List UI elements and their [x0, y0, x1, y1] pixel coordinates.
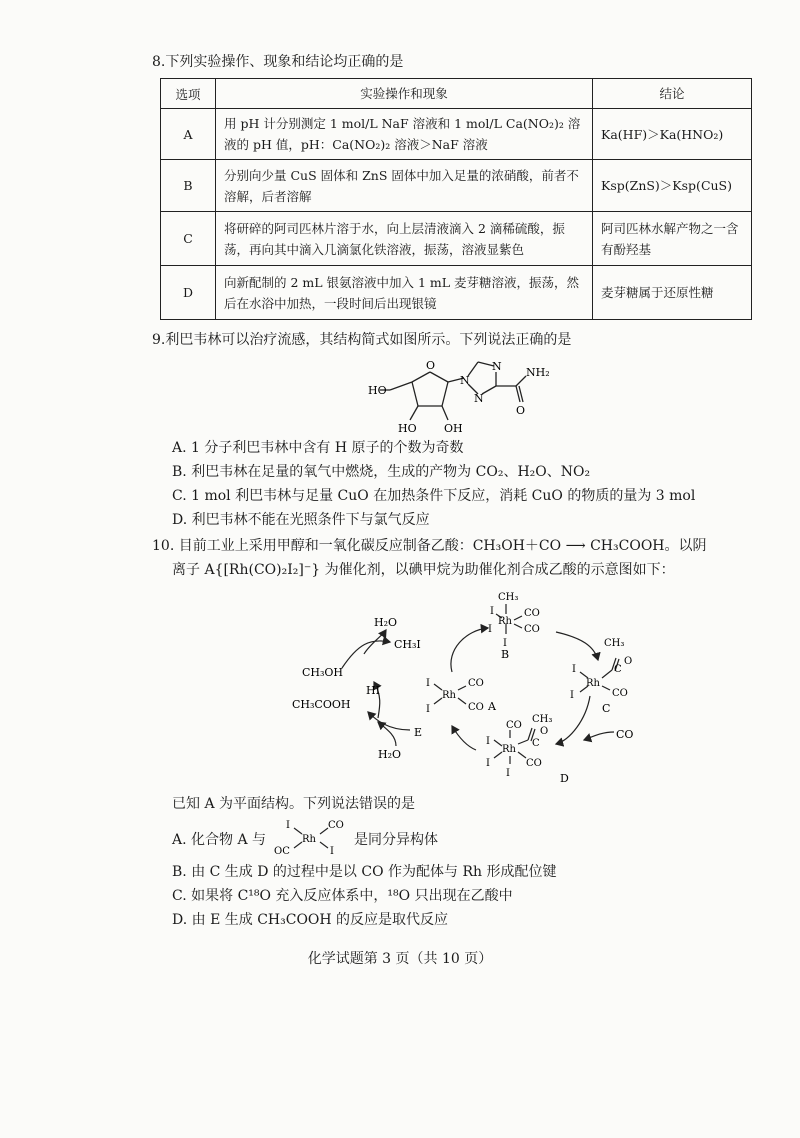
row-conclusion: Ksp(ZnS)＞Ksp(CuS): [593, 160, 752, 212]
b-i1: I: [490, 606, 494, 617]
row-option: C: [161, 212, 216, 266]
c-c: C: [614, 664, 622, 675]
c-i2: I: [570, 690, 574, 701]
header-operation: 实验操作和现象: [216, 79, 593, 109]
a-co2: CO: [468, 702, 484, 713]
row-operation: 向新配制的 2 mL 银氨溶液中加入 1 mL 麦芽糖溶液，振荡，然后在水浴中加热，一段时间后出现银镜: [216, 266, 593, 320]
table-row: [161, 212, 752, 266]
b-co1: CO: [524, 608, 540, 619]
row-operation: 用 pH 计分别测定 1 mol/L NaF 溶液和 1 mol/L Ca(NO₂)₂ 溶液的 pH 值，pH：Ca(NO₂)₂ 溶液＞NaF 溶液: [216, 109, 593, 160]
row-conclusion: 阿司匹林水解产物之一含有酚羟基: [593, 212, 752, 266]
label-o: O: [426, 359, 436, 372]
d-co1: CO: [506, 720, 522, 731]
iso-i1: I: [286, 820, 290, 831]
isomer-structure: [272, 816, 352, 856]
b-i2: I: [488, 624, 492, 635]
label-o2: O: [516, 404, 526, 417]
table-header-row: [161, 79, 752, 109]
label-nh2: NH₂: [526, 366, 550, 379]
label-ho2: HO: [398, 422, 417, 435]
iso-rh: Rh: [302, 834, 316, 845]
row-operation: 将研碎的阿司匹林片溶于水，向上层清液滴入 2 滴稀硫酸，振荡，再向其中滴入几滴氯化铁溶液，振荡，溶液显紫色: [216, 212, 593, 266]
q10-option-d: D. 由 E 生成 CH₃COOH 的反应是取代反应: [172, 912, 449, 928]
label-d: D: [560, 772, 569, 785]
label-ch3cooh: CH₃COOH: [292, 698, 351, 711]
b-ch3: CH₃: [498, 592, 519, 603]
b-i3: I: [503, 638, 507, 649]
label-h2o-bottom: H₂O: [378, 748, 402, 761]
c-co: CO: [612, 688, 628, 699]
d-co2: CO: [526, 758, 542, 769]
row-conclusion: 麦芽糖属于还原性糖: [593, 266, 752, 320]
label-n2: N: [492, 360, 502, 373]
b-rh: Rh: [498, 616, 512, 627]
c-o: O: [624, 656, 633, 667]
c-ch3: CH₃: [604, 638, 625, 649]
q9-option-b: B. 利巴韦林在足量的氧气中燃烧，生成的产物为 CO₂、H₂O、NO₂: [172, 464, 591, 480]
q8-table: [160, 78, 752, 320]
header-option: 选项: [161, 79, 216, 109]
table-row: [161, 109, 752, 160]
row-conclusion: Ka(HF)＞Ka(HNO₂): [593, 109, 752, 160]
label-e: E: [414, 726, 423, 739]
d-rh: Rh: [502, 744, 516, 755]
q10-option-c: C. 如果将 C¹⁸O 充入反应体系中，¹⁸O 只出现在乙酸中: [172, 888, 513, 904]
label-ch3i: CH₃I: [394, 638, 421, 651]
d-o: O: [540, 726, 549, 737]
iso-i2: I: [330, 846, 334, 856]
label-n3: N: [474, 392, 484, 405]
a-i2: I: [426, 704, 430, 715]
catalytic-cycle-diagram: [270, 580, 660, 788]
iso-oc: OC: [274, 846, 290, 856]
row-option: A: [161, 109, 216, 160]
row-option: D: [161, 266, 216, 320]
c-rh: Rh: [586, 678, 600, 689]
d-i1: I: [486, 736, 490, 747]
q9-option-d: D. 利巴韦林不能在光照条件下与氯气反应: [172, 512, 430, 528]
label-oh: OH: [444, 422, 463, 435]
row-operation: 分别向少量 CuS 固体和 ZnS 固体中加入足量的浓硝酸，前者不溶解，后者溶解: [216, 160, 593, 212]
a-rh: Rh: [442, 690, 456, 701]
a-i1: I: [426, 678, 430, 689]
label-a: A: [488, 700, 496, 713]
d-ch3: CH₃: [532, 714, 553, 725]
q10-option-b: B. 由 C 生成 D 的过程中是以 CO 作为配体与 Rh 形成配位键: [172, 864, 557, 880]
a-co1: CO: [468, 678, 484, 689]
q10-note: 已知 A 为平面结构。下列说法错误的是: [172, 796, 416, 812]
header-conclusion: 结论: [593, 79, 752, 109]
iso-co: CO: [328, 820, 344, 831]
label-h2o-top: H₂O: [374, 616, 398, 629]
q9-option-c: C. 1 mol 利巴韦林与足量 CuO 在加热条件下反应，消耗 CuO 的物质的量为 3 mol: [172, 488, 696, 504]
label-c: C: [602, 702, 611, 715]
d-i3: I: [506, 768, 510, 779]
label-hi: HI: [366, 684, 380, 697]
label-ch3oh: CH₃OH: [302, 666, 344, 679]
c-i1: I: [572, 664, 576, 675]
label-b: B: [501, 648, 510, 661]
q10-stem-line2: 离子 A{[Rh(CO)₂I₂]⁻} 为催化剂，以碘甲烷为助催化剂合成乙酸的示意图如下：: [172, 562, 675, 578]
d-i2: I: [486, 758, 490, 769]
page-footer: 化学试题第 3 页（共 10 页）: [307, 951, 493, 967]
q8-stem: 8.下列实验操作、现象和结论均正确的是: [152, 54, 404, 70]
d-c: C: [532, 738, 540, 749]
ribavirin-structure: [360, 352, 600, 438]
q10-option-a-pre: A. 化合物 A 与: [172, 832, 267, 848]
row-option: B: [161, 160, 216, 212]
table-row: [161, 160, 752, 212]
q10-stem-line1: 10. 目前工业上采用甲醇和一氧化碳反应制备乙酸：CH₃OH＋CO ⟶ CH₃COOH。以阴: [152, 538, 707, 554]
label-n1: N: [460, 374, 470, 387]
label-ho1: HO: [368, 384, 387, 397]
label-co-in: CO: [616, 728, 634, 741]
q10-option-a-post: 是同分异构体: [354, 832, 438, 848]
b-co2: CO: [524, 624, 540, 635]
q9-option-a: A. 1 分子利巴韦林中含有 H 原子的个数为奇数: [172, 440, 464, 456]
table-row: [161, 266, 752, 320]
q9-stem: 9.利巴韦林可以治疗流感，其结构简式如图所示。下列说法正确的是: [152, 332, 572, 348]
